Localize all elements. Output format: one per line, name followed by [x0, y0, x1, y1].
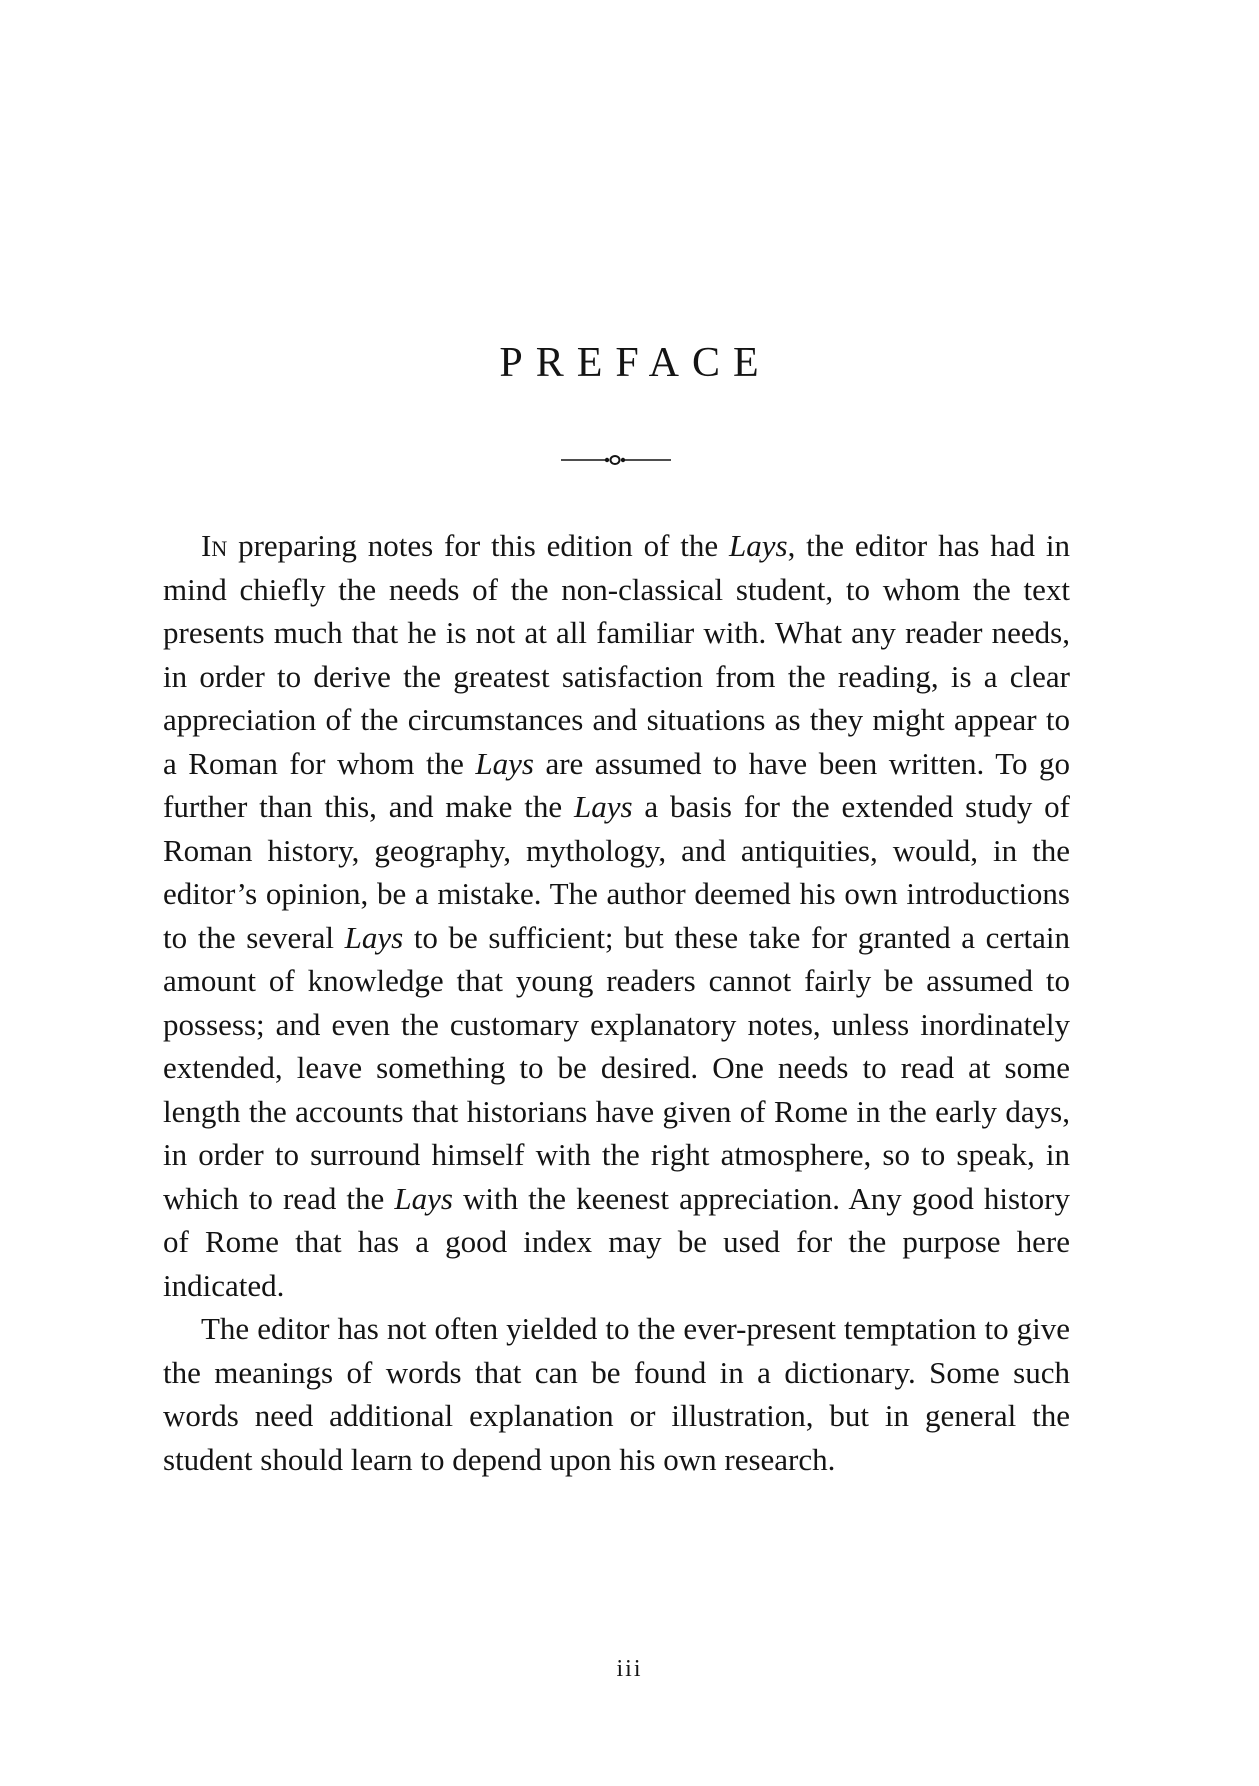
- page-title: PREFACE: [499, 340, 772, 386]
- italic-title: Lays: [344, 919, 404, 955]
- preface-body: [163, 524, 1070, 1481]
- italic-title: Lays: [394, 1180, 453, 1216]
- drop-lead-word: In: [201, 528, 228, 563]
- title-ornament: [557, 450, 677, 470]
- page-number: iii: [616, 1656, 643, 1682]
- italic-title: Lays: [475, 745, 534, 781]
- italic-title: Lays: [573, 789, 633, 824]
- preface-paragraph-2: The editor has not often yielded to the ever-present temptation to give the meanings of words that can be found in a dictionary. Some such words need additional explanation or illustration, but in general the student should learn to depend upon his own research.: [163, 1311, 1070, 1477]
- preface-paragraph-1: In preparing notes for this edition of the Lays, the editor has had in mind chiefly the needs of the non-classical student, to whom the text presents much that he is not at all familiar with. What any reader needs, in order to derive the greatest satisfaction from the reading, is a clear appreciation of the circumstances and situations as they might appear to a Roman for whom the Lays are assumed to have been written. To go further than this, and make the Lays a basis for the extended study of Roman history, geography, mythology, and antiquities, would, in the editor’s opinion, be a mistake. The author deemed his own introductions to the several Lays to be sufficient; but these take for granted a certain amount of knowledge that young readers cannot fairly be assumed to possess; and even the customary explanatory notes, unless inordinately extended, leave something to be desired. One needs to read at some length the accounts that historians have given of Rome in the early days, in order to surround himself with the right atmosphere, so to speak, in which to read the Lays with the keenest appreciation. Any good history of Rome that has a good index may be used for the purpose here indicated.: [163, 528, 1070, 1303]
- italic-title: Lays: [729, 528, 788, 563]
